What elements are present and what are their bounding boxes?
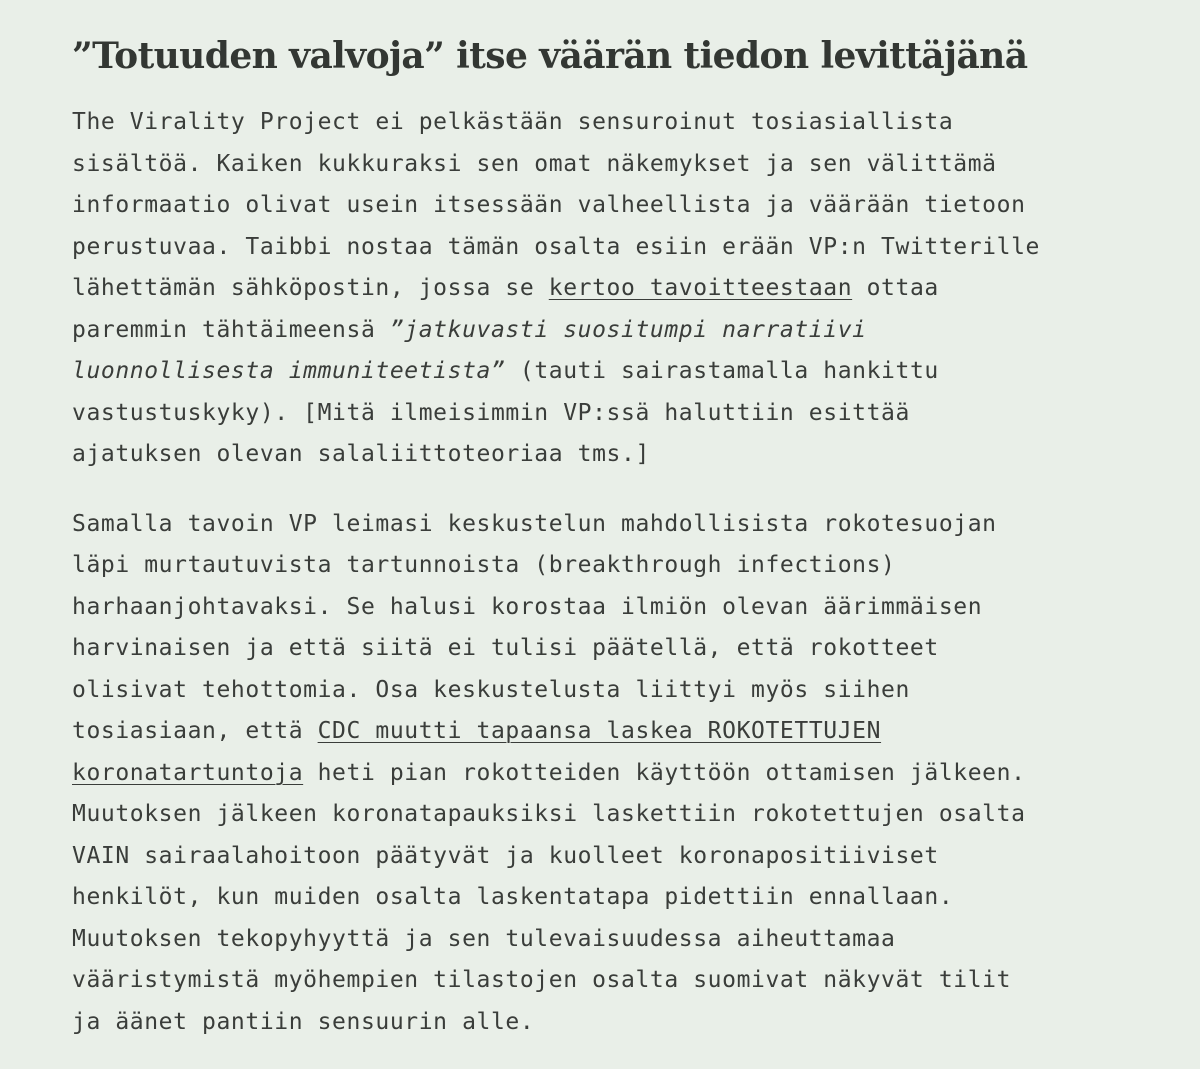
link-cdc-counting-change[interactable]: CDC muutti tapaansa laskea ROKOTETTUJEN: [317, 718, 882, 744]
paragraph-1: The Virality Project ei pelkästään sensuroinut tosiasiallista sisältöä. Kaiken kukkuraksi sen omat näkemykset ja sen välittämä informaatio olivat usein itsessään valheellista ja väärään tietoon perustuvaa. Taibbi nostaa tämän osalta esiin erään VP:n Twitterille lähettämän sähköpostin, jossa se kertoo tavoitteestaan ottaa paremmin tähtäimeensä ”jatkuvasti suositumpi narratiivi luonnollisesta immuniteetista” (tauti sairastamalla hankittu vastustuskyky). [Mitä ilmeisimmin VP:ssä haluttiin esittää ajatuksen olevan salaliittoteoriaa tms.]: [72, 109, 1040, 467]
quote-natural-immunity-1: ”jatkuvasti suositumpi narratiivi: [389, 316, 867, 343]
section-heading: ”Totuuden valvoja” itse väärän tiedon levittäjänä: [72, 35, 1028, 77]
article: [72, 28, 1152, 1043]
quote-natural-immunity-2: luonnollisesta immuniteetista”: [72, 358, 506, 384]
paragraph-2: Samalla tavoin VP leimasi keskustelun mahdollisista rokotesuojan läpi murtautuvista tartunnoista (breakthrough infections) harhaanjohtavaksi. Se halusi korostaa ilmiön olevan äärimmäisen harvinaisen ja että siitä ei tulisi päätellä, että rokotteet olisivat tehottomia. Osa keskustelusta liittyi myös siihen tosiasiaan, että CDC muutti tapaansa laskea ROKOTETTUJEN koronatartuntoja heti pian rokotteiden käyttöön ottamisen jälkeen. Muutoksen jälkeen koronatapauksiksi laskettiin rokotettujen osalta VAIN sairaalahoitoon päätyvät ja kuolleet koronapositiiviset henkilöt, kun muiden osalta laskentatapa pidettiin ennallaan. Muutoksen tekopyhyyttä ja sen tulevaisuudessa aiheuttamaa vääristymistä myöhempien tilastojen osalta suomivat näkyvät tilit ja äänet pantiin sensuurin alle.: [72, 510, 1026, 1035]
link-cdc-counting-change-cont[interactable]: koronatartuntoja: [72, 759, 304, 786]
link-kertoo-tavoitteestaan[interactable]: kertoo tavoitteestaan: [548, 275, 853, 301]
